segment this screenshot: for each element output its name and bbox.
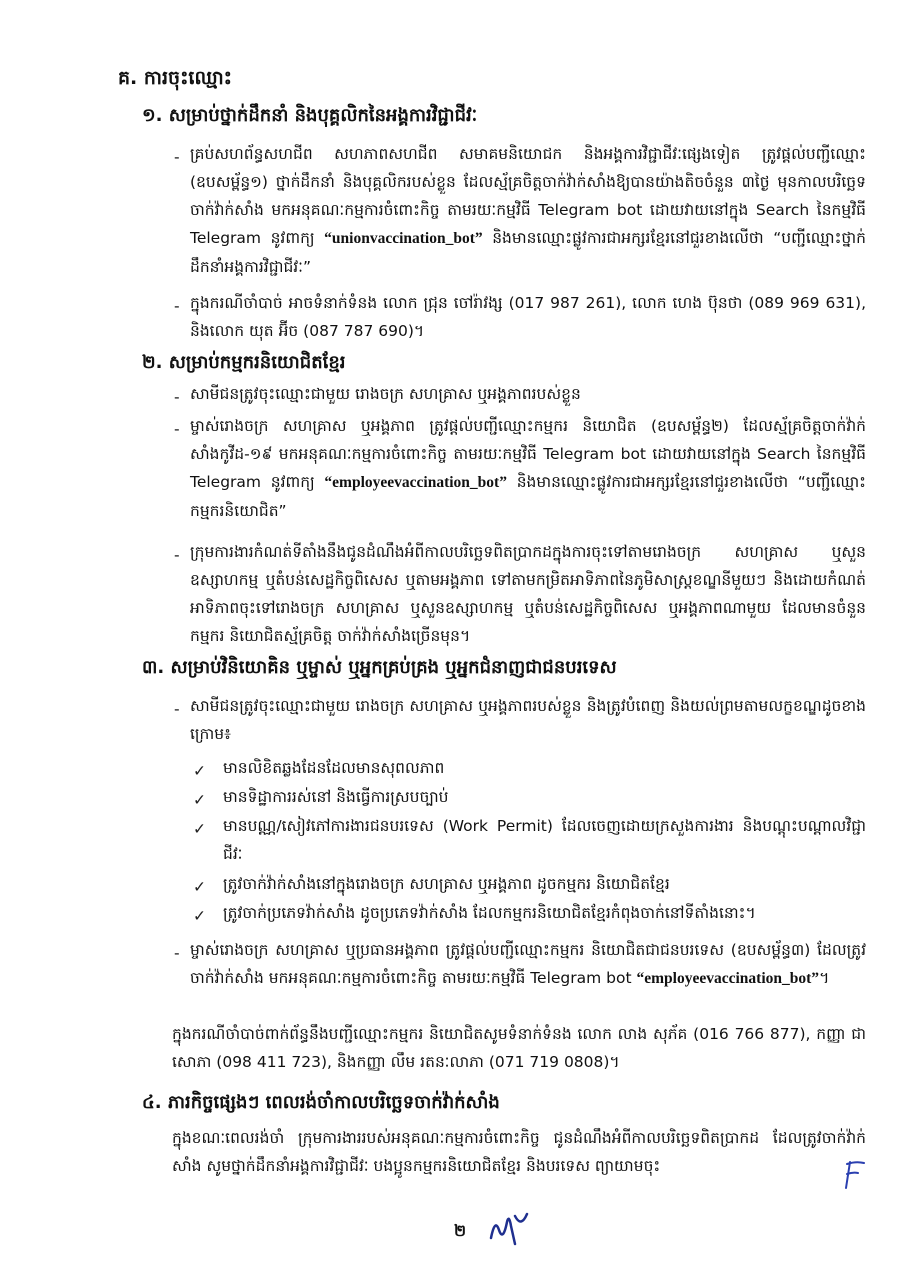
check-icon: ✓ (193, 820, 206, 838)
condition-item-1: មានលិខិតឆ្លងដែនដែលមានសុពលភាព (223, 759, 445, 777)
check-icon: ✓ (193, 791, 206, 809)
dash-marker: - (174, 546, 180, 564)
check-icon: ✓ (193, 878, 206, 896)
check-icon: ✓ (193, 762, 206, 780)
dash-marker: - (174, 700, 180, 718)
section-3-title: ៣. សម្រាប់វិនិយោគិន ឬម្ចាស់ ឬអ្នកគ្រប់គ្រង ឬអ្នកជំនាញជាជនបរទេស (142, 657, 617, 678)
condition-item-4: ត្រូវចាក់វ៉ាក់សាំងនៅក្នុងរោងចក្រ សហគ្រាស ឬអង្គភាព ដូចកម្មករ និយោជិតខ្មែរ (223, 875, 670, 893)
condition-item-5: ត្រូវចាក់ប្រភេទវ៉ាក់សាំង ដូចប្រភេទវ៉ាក់សាំង ដែលកម្មករនិយោជិតខ្មែរកំពុងចាក់នៅទីតាំងនោះ។ (223, 904, 756, 922)
bot-name: “unionvaccination_bot” (324, 230, 483, 247)
check-icon: ✓ (193, 907, 206, 925)
dash-marker: - (174, 148, 180, 166)
handwritten-initial (838, 1158, 868, 1192)
section-2-bullet-1: សាមីជនត្រូវចុះឈ្មោះជាមួយ រោងចក្រ សហគ្រាស ឬអង្គភាពរបស់ខ្លួន (190, 385, 581, 403)
section-2-bullet-2: ម្ចាស់រោងចក្រ សហគ្រាស ឬអង្គភាព ត្រូវផ្តល់បញ្ជីឈ្មោះកម្មករ និយោជិត (ឧបសម្ព័ន្ធ២) ដែលស្ម័គ្រចិត្តចាក់វ៉ាក់សាំងកូវីដ-១៩ មកអនុគណៈកម្មការចំពោះកិច្ច តាមរយៈកម្មវិធី Telegram bot ដោយវាយនៅក្នុង Search នៃកម្មវិធី Telegram នូវពាក្យ “employeevaccination_bot” និងមានឈ្មោះផ្លូវការជាអក្សរខ្មែរនៅជួរខាងលើថា “បញ្ជីឈ្មោះកម្មករនិយោជិត” (190, 417, 866, 520)
section-1-bullet-1: គ្រប់សហព័ន្ធសហជីព សហភាពសហជីព សមាគមនិយោជក និងអង្គការវិជ្ជាជីវៈផ្សេងទៀត ត្រូវផ្តល់បញ្ជីឈ្មោះ (ឧបសម្ព័ន្ធ១) ថ្នាក់ដឹកនាំ និងបុគ្គលិករបស់ខ្លួន ដែលស្ម័គ្រចិត្តចាក់វ៉ាក់សាំងឱ្យបានយ៉ាងតិចចំនួន ៣ថ្ងៃ មុនកាលបរិច្ឆេទចាក់វ៉ាក់សាំង មកអនុគណៈកម្មការចំពោះកិច្ច តាមរយៈកម្មវិធី Telegram bot ដោយវាយនៅក្នុង Search នៃកម្មវិធី Telegram នូវពាក្យ “unionvaccination_bot” និងមានឈ្មោះផ្លូវការជាអក្សរខ្មែរនៅជួរខាងលើថា “បញ្ជីឈ្មោះថ្នាក់ដឹកនាំអង្គការវិជ្ជាជីវៈ” (190, 145, 866, 276)
section-3-bullet-2: ម្ចាស់រោងចក្រ សហគ្រាស ឬប្រធានអង្គភាព ត្រូវផ្តល់បញ្ជីឈ្មោះកម្មករ និយោជិតជាជនបរទេស (ឧបសម្ព័ន្ធ៣) ដែលត្រូវចាក់វ៉ាក់សាំង មកអនុគណៈកម្មការចំពោះកិច្ច តាមរយៈកម្មវិធី Telegram bot “employeevaccination_bot”។ (190, 941, 866, 987)
dash-marker: - (174, 420, 180, 438)
section-3-bullet-1: សាមីជនត្រូវចុះឈ្មោះជាមួយ រោងចក្រ សហគ្រាស ឬអង្គភាពរបស់ខ្លួន និងត្រូវបំពេញ និងយល់ព្រមតាមលក្ខខណ្ឌដូចខាងក្រោម៖ (190, 697, 866, 743)
section-1-title: ១. សម្រាប់ថ្នាក់ដឹកនាំ និងបុគ្គលិកនៃអង្គការវិជ្ជាជីវៈ (142, 105, 478, 126)
condition-item-2: មានទិដ្ឋាការរស់នៅ និងធ្វើការស្របច្បាប់ (223, 788, 449, 806)
section-heading: គ. ការចុះឈ្មោះ (118, 67, 233, 89)
section-2-bullet-3: ក្រុមការងារកំណត់ទីតាំងនឹងជូនដំណឹងអំពីកាលបរិច្ឆេទពិតប្រាកដក្នុងការចុះទៅតាមរោងចក្រ សហគ្រាស ឬសួនឧស្សាហកម្ម ឬតំបន់សេដ្ឋកិច្ចពិសេស ឬតាមអង្គភាព ទៅតាមកម្រិតអាទិភាពនៃភូមិសាស្ត្រខណ្ឌនីមួយៗ និងដោយកំណត់អាទិភាពចុះទៅរោងចក្រ សហគ្រាស ឬសួនឧស្សាហកម្ម ឬតំបន់សេដ្ឋកិច្ចពិសេស ឬអង្គភាពណាមួយ ដែលមានចំនួនកម្មករ និយោជិតស្ម័គ្រចិត្ត ចាក់វ៉ាក់សាំងច្រើនមុន។ (190, 543, 866, 645)
page-number: ២ (454, 1221, 467, 1240)
dash-marker: - (174, 944, 180, 962)
condition-item-3: មានបណ្ណ/សៀវភៅការងារជនបរទេស (Work Permit) ដែលចេញដោយក្រសួងការងារ និងបណ្តុះបណ្តាលវិជ្ជាជីវៈ (223, 817, 866, 863)
section-3-contact: ក្នុងករណីចាំបាច់ពាក់ព័ន្ធនឹងបញ្ជីឈ្មោះកម្មករ និយោជិតសូមទំនាក់ទំនង លោក លាង សុភ័គ (016 766 877), កញ្ញា ជា សោភា (098 411 723), និងកញ្ញា លឹម រតនៈលាភា (071 719 0808)។ (172, 1025, 866, 1071)
section-4-title: ៤. ភារកិច្ចផ្សេងៗ ពេលរង់ចាំកាលបរិច្ឆេទចាក់វ៉ាក់សាំង (142, 1092, 500, 1113)
section-2-title: ២. សម្រាប់កម្មករនិយោជិតខ្មែរ (142, 352, 346, 373)
signature-mark (485, 1208, 533, 1250)
section-1-bullet-2: ក្នុងករណីចាំបាច់ អាចទំនាក់ទំនង លោក ជ្រុន ចៅរ៉ាវង្ស (017 987 261), លោក ហេង ប៊ុនថា (089 969 631), និងលោក យុត អ៊ីច (087 787 690)។ (190, 294, 866, 340)
bot-name: “employeevaccination_bot” (636, 970, 820, 987)
dash-marker: - (174, 297, 180, 315)
dash-marker: - (174, 388, 180, 406)
section-4-body: ក្នុងខណៈពេលរង់ចាំ ក្រុមការងាររបស់អនុគណៈកម្មការចំពោះកិច្ច ជូនដំណឹងអំពីកាលបរិច្ឆេទពិតប្រាកដ ដែលត្រូវចាក់វ៉ាក់សាំង សូមថ្នាក់ដឹកនាំអង្គការវិជ្ជាជីវៈ បងប្អូនកម្មករនិយោជិតខ្មែរ និងបរទេស ព្យាយាមចុះ (172, 1129, 866, 1175)
bot-name: “employeevaccination_bot” (324, 474, 507, 491)
